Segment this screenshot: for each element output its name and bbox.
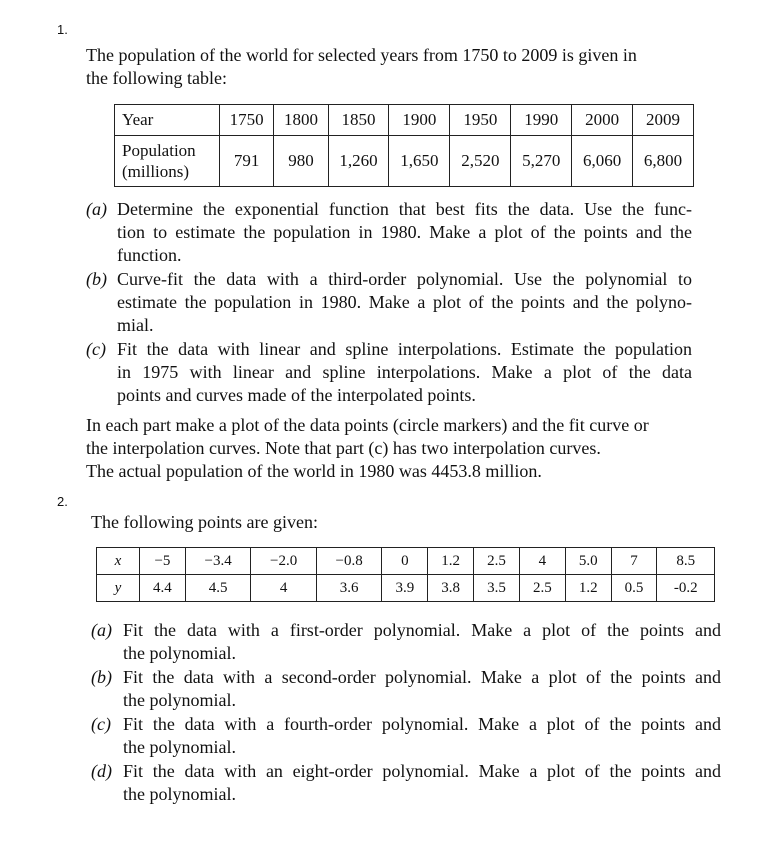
- note-line: The actual population of the world in 1980 was 4453.8 million.: [86, 461, 542, 481]
- part-label: (c): [86, 339, 106, 359]
- note-line: the interpolation curves. Note that part (c) has two interpolation curves.: [86, 438, 601, 458]
- part-text-line: the polynomial.: [123, 690, 236, 710]
- population-table: [114, 104, 694, 187]
- problem-1-part-c: [86, 338, 692, 407]
- part-text-line: points and curves made of the interpolated points.: [117, 385, 476, 405]
- part-text-line: the polynomial.: [123, 784, 236, 804]
- y-cell: -0.2: [657, 575, 715, 602]
- year-cell: 1850: [328, 105, 389, 136]
- population-cell: 6,060: [572, 136, 633, 187]
- population-header-line-2: (millions): [122, 162, 190, 181]
- part-text-line: in 1975 with linear and spline interpolations. Make a plot of the data: [117, 362, 692, 382]
- year-row: [115, 105, 694, 136]
- part-text-line: Fit the data with linear and spline interpolations. Estimate the population: [117, 339, 692, 359]
- note-line: In each part make a plot of the data points (circle markers) and the fit curve or: [86, 415, 649, 435]
- y-cell: 3.9: [382, 575, 428, 602]
- y-cell: 3.5: [474, 575, 520, 602]
- problem-2-part-c: [91, 713, 721, 759]
- x-cell: 0: [382, 548, 428, 575]
- y-cell: 3.6: [316, 575, 382, 602]
- x-cell: 8.5: [657, 548, 715, 575]
- y-cell: 4.4: [140, 575, 186, 602]
- part-label: (b): [86, 269, 107, 289]
- part-label: (b): [91, 667, 112, 687]
- population-cell: 980: [274, 136, 328, 187]
- part-text-line: Curve-fit the data with a third-order polynomial. Use the polynomial to: [117, 269, 692, 289]
- problem-2-part-a: [91, 619, 721, 665]
- population-cell: 5,270: [511, 136, 572, 187]
- part-label: (c): [91, 714, 111, 734]
- x-cell: 5.0: [565, 548, 611, 575]
- year-cell: 1900: [389, 105, 450, 136]
- part-text-line: tion to estimate the population in 1980. Make a plot of the points and the: [117, 222, 692, 242]
- part-text-line: Fit the data with a second-order polynomial. Make a plot of the points and: [123, 667, 721, 687]
- part-text-line: Fit the data with a first-order polynomial. Make a plot of the points and: [123, 620, 721, 640]
- population-header: [115, 136, 220, 187]
- problem-2-part-d: [91, 760, 721, 806]
- x-cell: 7: [611, 548, 657, 575]
- problem-2-intro: The following points are given:: [91, 512, 318, 532]
- problem-1-number: 1.: [57, 22, 68, 37]
- x-cell: 1.2: [428, 548, 474, 575]
- year-cell: 2000: [572, 105, 633, 136]
- y-header: y: [97, 575, 140, 602]
- y-cell: 4.5: [185, 575, 251, 602]
- problem-2-part-b: [91, 666, 721, 712]
- population-header-line-1: Population: [122, 141, 196, 160]
- x-cell: −2.0: [251, 548, 317, 575]
- part-text-line: Fit the data with an eight-order polynomial. Make a plot of the points and: [123, 761, 721, 781]
- y-row: [97, 575, 715, 602]
- part-label: (a): [91, 620, 112, 640]
- part-text-line: the polynomial.: [123, 643, 236, 663]
- year-cell: 1750: [220, 105, 274, 136]
- x-cell: −3.4: [185, 548, 251, 575]
- part-text-line: the polynomial.: [123, 737, 236, 757]
- problem-1-part-a: [86, 198, 692, 267]
- problem-1-note: [86, 414, 706, 483]
- y-cell: 0.5: [611, 575, 657, 602]
- x-cell: 2.5: [474, 548, 520, 575]
- points-table: [96, 547, 715, 602]
- population-cell: 6,800: [633, 136, 694, 187]
- problem-1-part-b: [86, 268, 692, 337]
- x-cell: −0.8: [316, 548, 382, 575]
- y-cell: 4: [251, 575, 317, 602]
- part-text-line: function.: [117, 245, 182, 265]
- year-cell: 1990: [511, 105, 572, 136]
- part-text-line: Fit the data with a fourth-order polynomial. Make a plot of the points and: [123, 714, 721, 734]
- year-cell: 1950: [450, 105, 511, 136]
- year-header: Year: [115, 105, 220, 136]
- part-text-line: mial.: [117, 315, 154, 335]
- problem-1-intro-line-1: The population of the world for selected years from 1750 to 2009 is given in: [86, 45, 637, 65]
- part-label: (a): [86, 199, 107, 219]
- population-cell: 2,520: [450, 136, 511, 187]
- problem-2-number: 2.: [57, 494, 68, 509]
- part-text-line: Determine the exponential function that best fits the data. Use the func-: [117, 199, 692, 219]
- population-cell: 1,260: [328, 136, 389, 187]
- year-cell: 2009: [633, 105, 694, 136]
- part-text-line: estimate the population in 1980. Make a plot of the points and the polyno-: [117, 292, 692, 312]
- x-cell: −5: [140, 548, 186, 575]
- problem-1-intro: [86, 44, 706, 90]
- x-header: x: [97, 548, 140, 575]
- y-cell: 1.2: [565, 575, 611, 602]
- population-cell: 1,650: [389, 136, 450, 187]
- x-row: [97, 548, 715, 575]
- population-cell: 791: [220, 136, 274, 187]
- y-cell: 3.8: [428, 575, 474, 602]
- y-cell: 2.5: [519, 575, 565, 602]
- year-cell: 1800: [274, 105, 328, 136]
- part-label: (d): [91, 761, 112, 781]
- x-cell: 4: [519, 548, 565, 575]
- population-row: [115, 136, 694, 187]
- problem-1-intro-line-2: the following table:: [86, 68, 227, 88]
